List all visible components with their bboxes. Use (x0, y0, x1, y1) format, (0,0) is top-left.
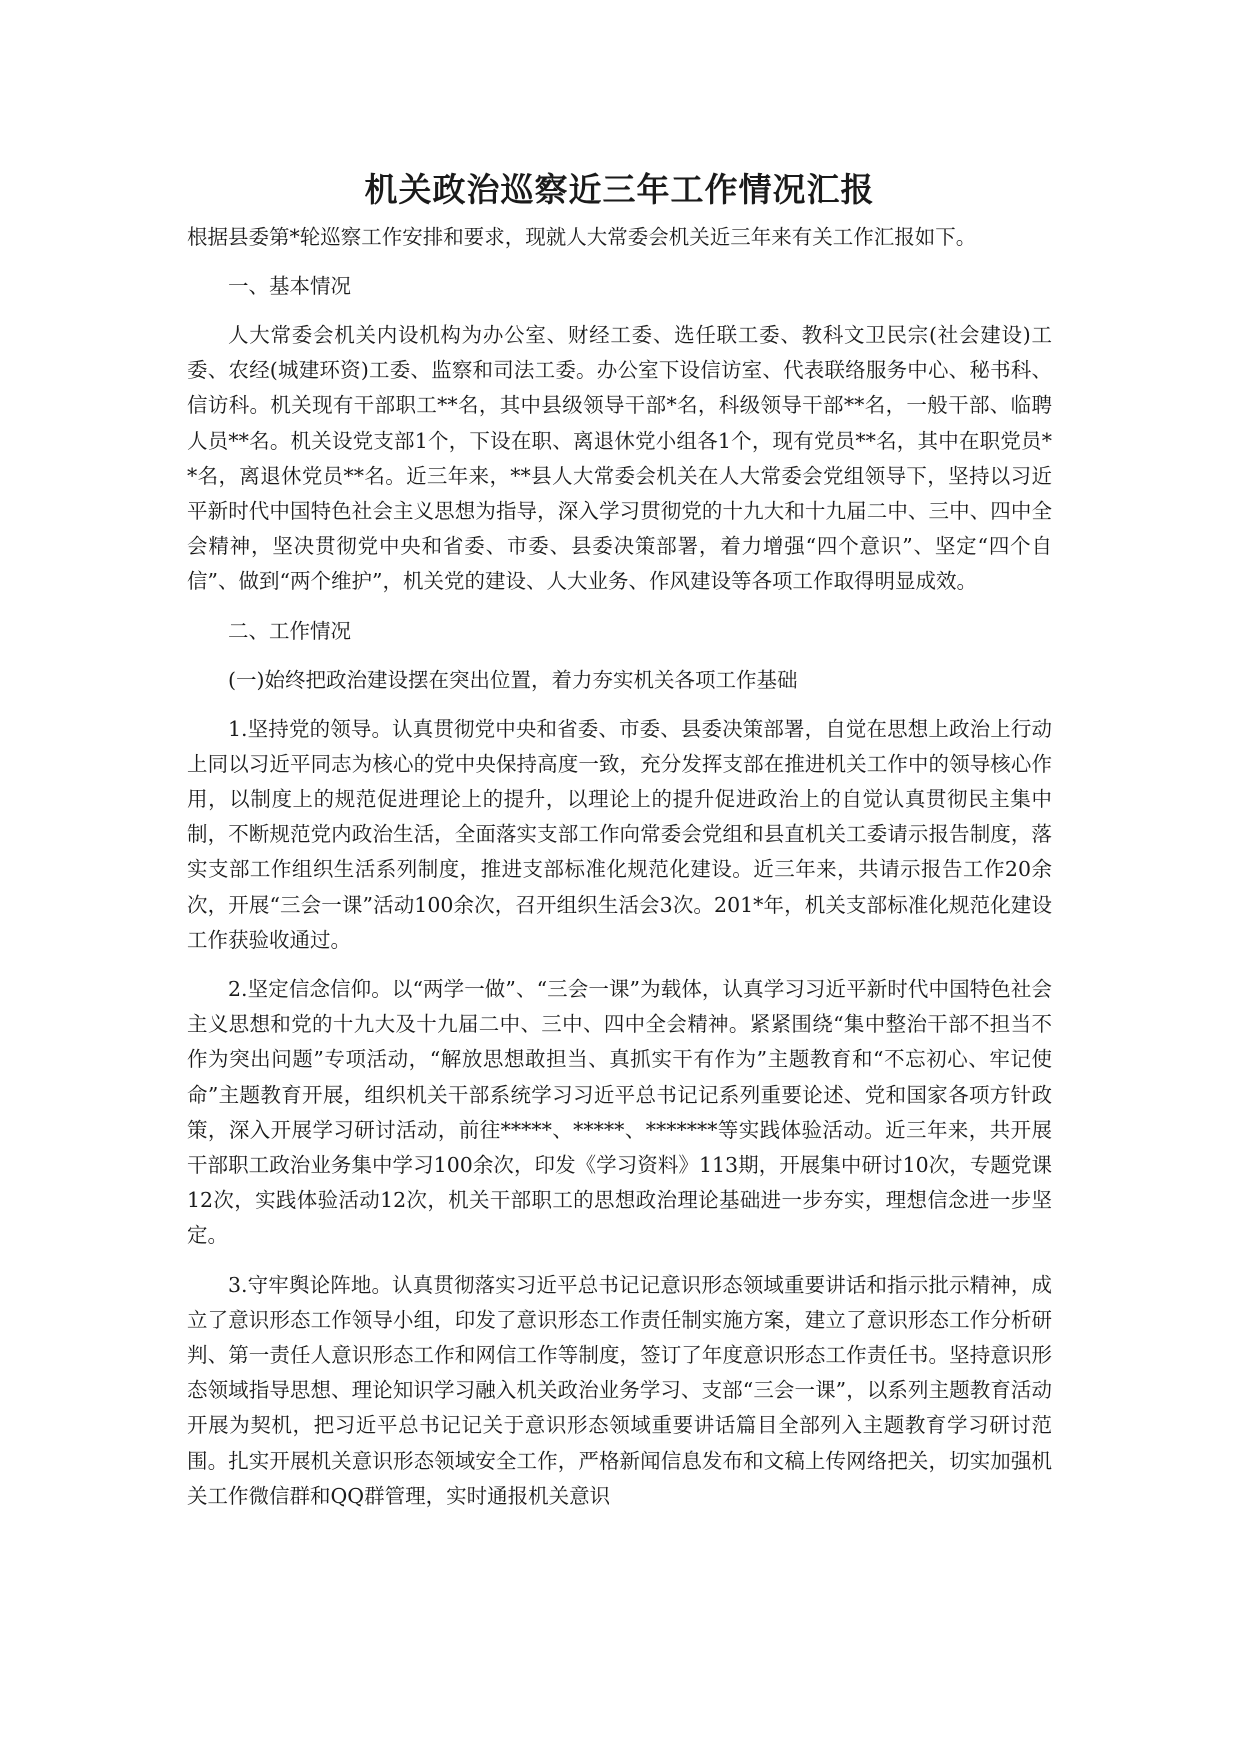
item-paragraph-belief: 2.坚定信念信仰。以“两学一做”、“三会一课”为载体，认真学习习近平新时代中国特色社会主义思想和党的十九大及十九届二中、三中、四中全会精神。紧紧围绕“集中整治干部不担当不作为突出问题”专项活动，“解放思想敢担当、真抓实干有作为”主题教育和“不忘初心、牢记使命”主题教育开展，组织机关干部系统学习习近平总书记记系列重要论述、党和国家各项方针政策，深入开展学习研讨活动，前往*****、*****、*******等实践体验活动。近三年来，共开展干部职工政治业务集中学习100余次，印发《学习资料》113期，开展集中研讨10次，专题党课12次，实践体验活动12次，机关干部职工的思想政治理论基础进一步夯实，理想信念进一步坚定。 (187, 977, 1052, 1248)
subsection-heading-political: (一)始终把政治建设摆在突出位置，着力夯实机关各项工作基础 (228, 667, 798, 692)
intro-paragraph: 根据县委第*轮巡察工作安排和要求，现就人大常委会机关近三年来有关工作汇报如下。 (187, 225, 977, 249)
item-paragraph-public-opinion: 3.守牢舆论阵地。认真贯彻落实习近平总书记记意识形态领域重要讲话和指示批示精神，成立了意识形态工作领导小组，印发了意识形态工作责任制实施方案，建立了意识形态工作分析研判、第一责任人意识形态工作和网信工作等制度，签订了年度意识形态工作责任书。坚持意识形态领域指导思想、理论知识学习融入机关政治业务学习、支部“三会一课”，以系列主题教育活动开展为契机，把习近平总书记记关于意识形态领域重要讲话篇目全部列入主题教育学习研讨范围。扎实开展机关意识形态领域安全工作，严格新闻信息发布和文稿上传网络把关，切实加强机关工作微信群和QQ群管理，实时通报机关意识 (187, 1272, 1052, 1508)
basic-situation-paragraph: 人大常委会机关内设机构为办公室、财经工委、选任联工委、教科文卫民宗(社会建设)工委、农经(城建环资)工委、监察和司法工委。办公室下设信访室、代表联络服务中心、秘书科、信访科。机关现有干部职工**名，其中县级领导干部*名，科级领导干部**名，一般干部、临聘人员**名。机关设党支部1个，下设在职、离退休党小组各1个，现有党员**名，其中在职党员**名，离退休党员**名。近三年来，**县人大常委会机关在人大常委会党组领导下，坚持以习近平新时代中国特色社会主义思想为指导，深入学习贯彻党的十九大和十九届二中、三中、四中全会精神，坚决贯彻党中央和省委、市委、县委决策部署，着力增强“四个意识”、坚定“四个自信”、做到“两个维护”，机关党的建设、人大业务、作风建设等各项工作取得明显成效。 (187, 323, 1052, 594)
document-title: 机关政治巡察近三年工作情况汇报 (364, 170, 875, 209)
item-paragraph-party-leadership: 1.坚持党的领导。认真贯彻党中央和省委、市委、县委决策部署，自觉在思想上政治上行动上同以习近平同志为核心的党中央保持高度一致，充分发挥支部在推进机关工作中的领导核心作用，以制度上的规范促进理论上的提升，以理论上的提升促进政治上的自觉认真贯彻民主集中制，不断规范党内政治生活，全面落实支部工作向常委会党组和县直机关工委请示报告制度，落实支部工作组织生活系列制度，推进支部标准化规范化建设。近三年来，共请示报告工作20余次，开展“三会一课”活动100余次，召开组织生活会3次。201*年，机关支部标准化规范化建设工作获验收通过。 (187, 716, 1052, 952)
document-page (187, 168, 1052, 1528)
section-heading-basic: 一、基本情况 (228, 274, 351, 298)
section-heading-work: 二、工作情况 (228, 618, 351, 643)
